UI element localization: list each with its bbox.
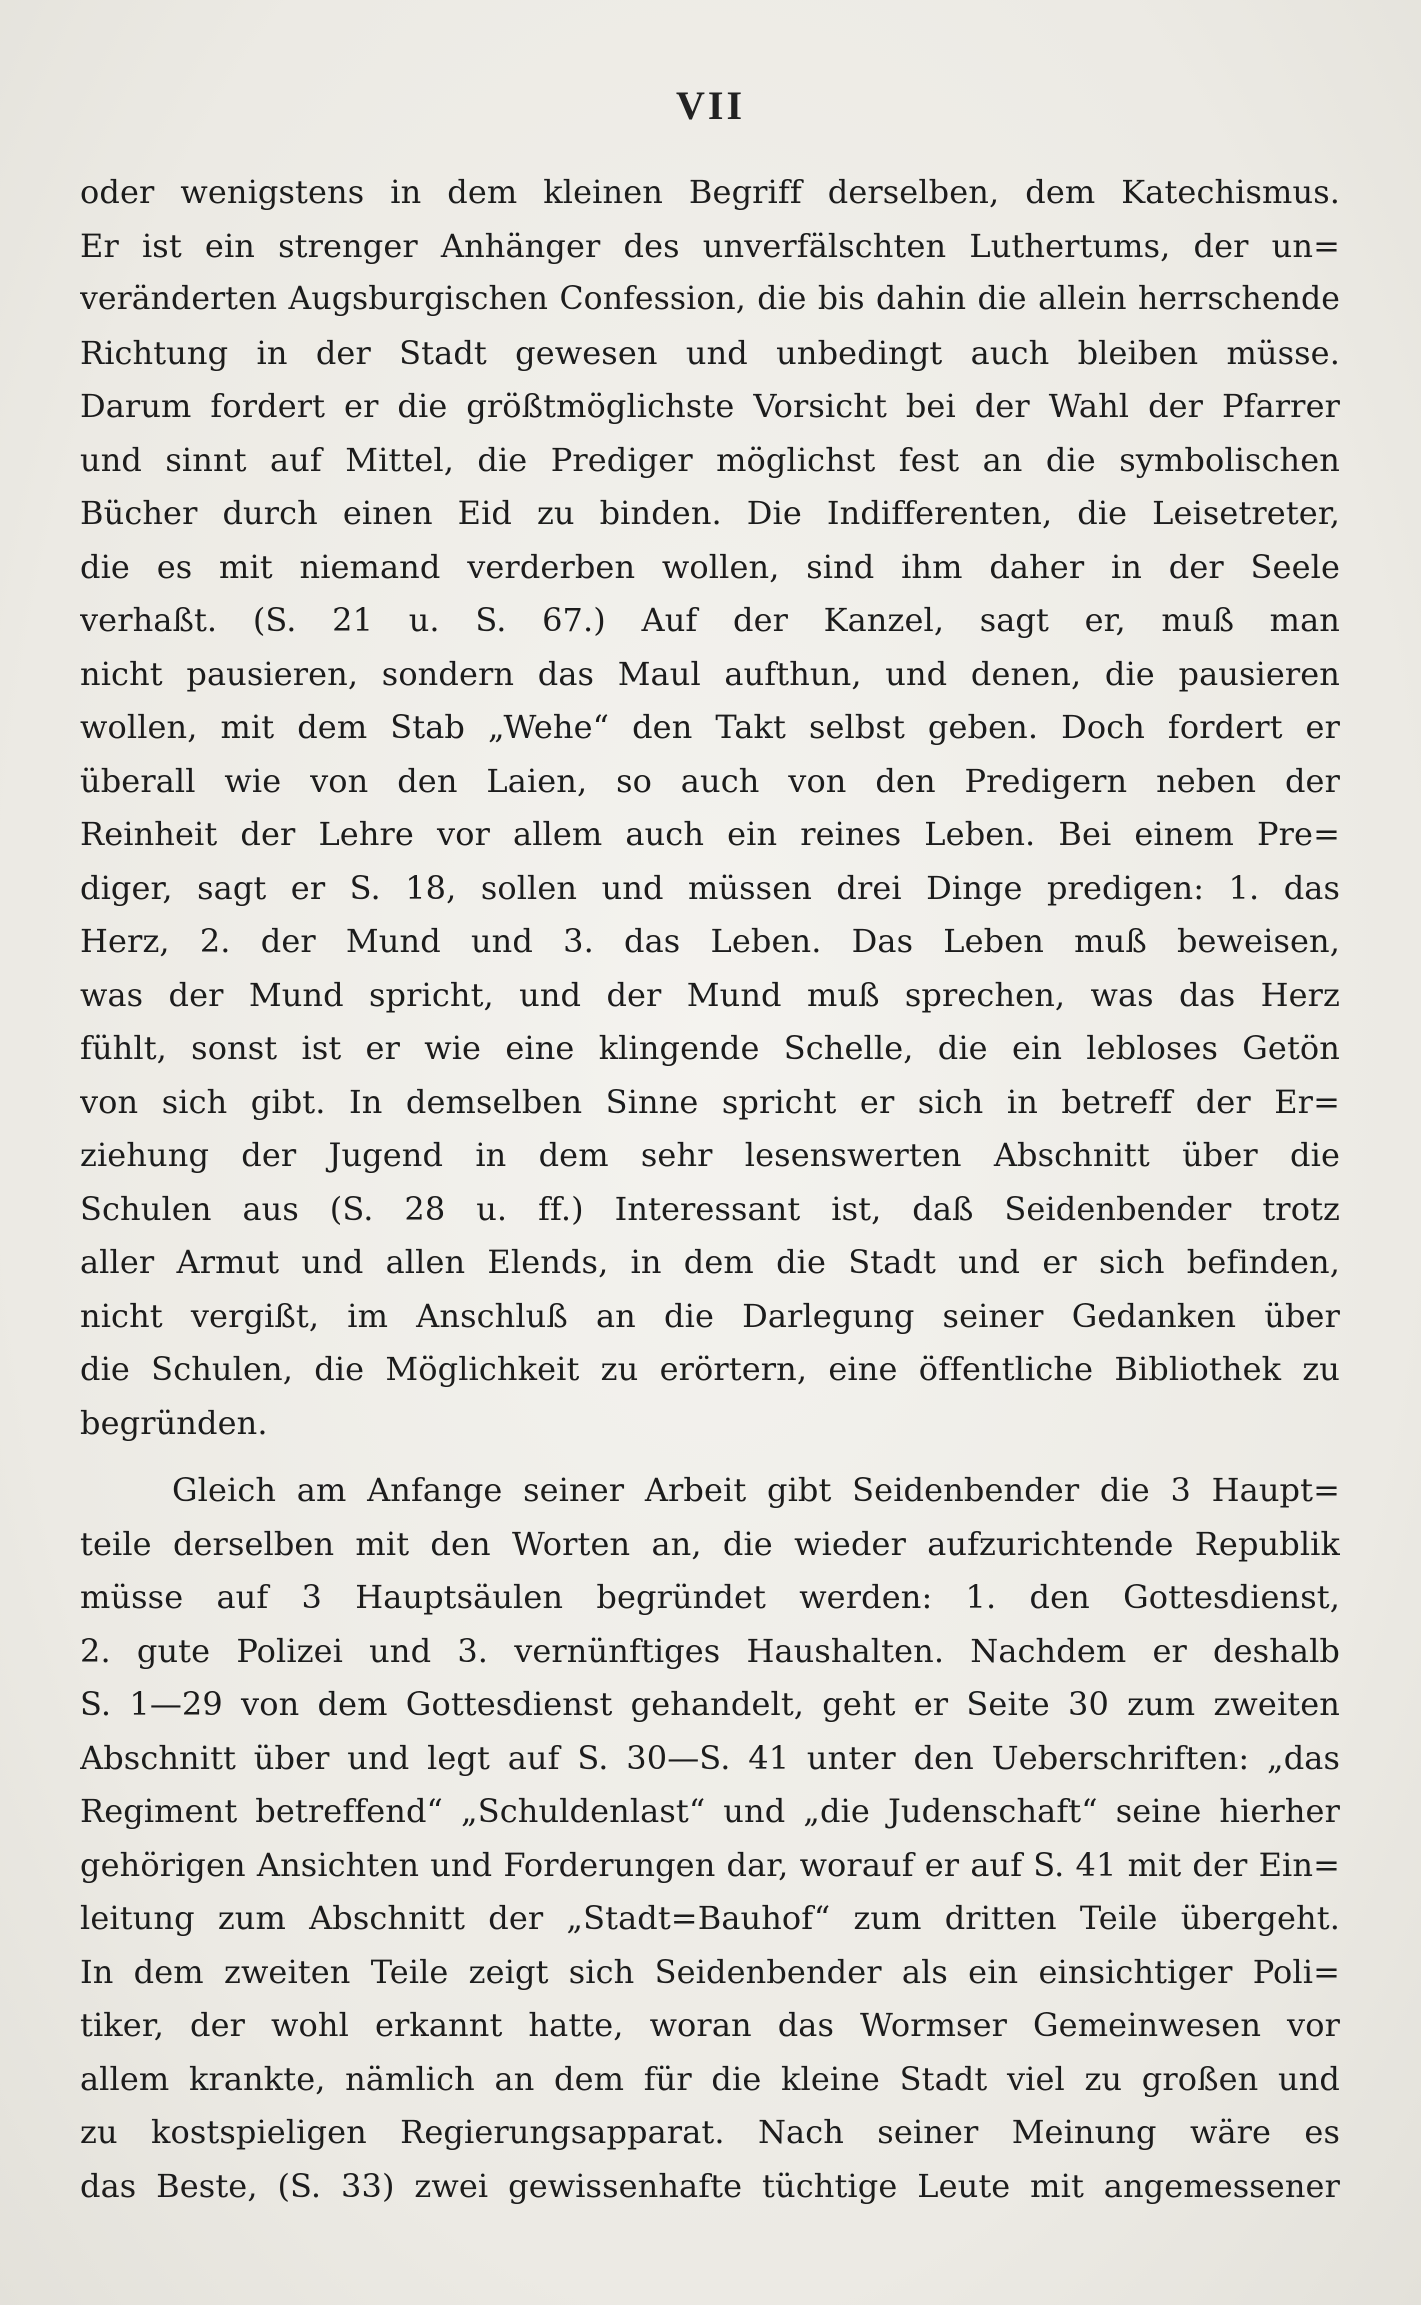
text-line: tiker, der wohl erkannt hatte, woran das Wormser Gemeinwesen vor bbox=[80, 2006, 1340, 2044]
text-line: Regiment betreffend“ „Schuldenlast“ und „die Judenschaft“ seine hierher bbox=[80, 1792, 1340, 1830]
text-line: Abschnitt über und legt auf S. 30—S. 41 unter den Ueberschriften: „das bbox=[80, 1738, 1340, 1777]
text-line: Herz, 2. der Mund und 3. das Leben. Das Leben muß beweisen, bbox=[80, 922, 1340, 960]
text-line: veränderten Augsburgischen Confession, die bis dahin die allein herrschende bbox=[80, 281, 1340, 317]
text-line: und sinnt auf Mittel, die Prediger möglichst fest an die symbolischen bbox=[80, 440, 1340, 479]
text-line: die Schulen, die Möglichkeit zu erörtern, eine öffentliche Bibliothek zu bbox=[80, 1350, 1340, 1388]
text-line: aller Armut und allen Elends, in dem die Stadt und er sich befinden, bbox=[80, 1243, 1340, 1281]
text-line: was der Mund spricht, und der Mund muß sprechen, was das Herz bbox=[80, 975, 1340, 1014]
text-line: die es mit niemand verderben wollen, sind ihm daher in der Seele bbox=[80, 547, 1340, 586]
text-line: Bücher durch einen Eid zu binden. Die Indifferenten, die Leisetreter, bbox=[80, 494, 1340, 532]
text-line: müsse auf 3 Hauptsäulen begründet werden: 1. den Gottesdienst, bbox=[80, 1578, 1340, 1616]
text-line: Darum fordert er die größtmöglichste Vorsicht bei der Wahl der Pfarrer bbox=[80, 387, 1340, 425]
text-line: zu kostspieligen Regierungsapparat. Nach seiner Meinung wäre es bbox=[80, 2113, 1340, 2151]
body-text bbox=[80, 166, 1340, 2213]
text-line: verhaßt. (S. 21 u. S. 67.) Auf der Kanzel, sagt er, muß man bbox=[80, 601, 1340, 639]
text-line: Schulen aus (S. 28 u. ff.) Interessant ist, daß Seidenbender trotz bbox=[80, 1189, 1340, 1228]
page-number: VII bbox=[675, 83, 746, 128]
text-line: allem krankte, nämlich an dem für die kleine Stadt viel zu großen und bbox=[80, 2059, 1340, 2098]
text-line: nicht vergißt, im Anschluß an die Darlegung seiner Gedanken über bbox=[80, 1296, 1340, 1335]
paragraph-1 bbox=[80, 166, 1340, 1450]
text-line: ziehung der Jugend in dem sehr lesenswerten Abschnitt über die bbox=[80, 1136, 1340, 1174]
text-line: fühlt, sonst ist er wie eine klingende Schelle, die ein lebloses Getön bbox=[80, 1029, 1340, 1067]
text-line: oder wenigstens in dem kleinen Begriff derselben, dem Katechismus. bbox=[80, 173, 1340, 211]
text-line: das Beste, (S. 33) zwei gewissenhafte tüchtige Leute mit angemessener bbox=[80, 2166, 1340, 2205]
paragraph-2 bbox=[80, 1464, 1340, 2213]
text-line: Reinheit der Lehre vor allem auch ein reines Leben. Bei einem Pre= bbox=[80, 815, 1340, 853]
text-line: Richtung in der Stadt gewesen und unbedingt auch bleiben müsse. bbox=[80, 333, 1340, 372]
text-line: nicht pausieren, sondern das Maul aufthun, und denen, die pausieren bbox=[80, 654, 1340, 693]
text-line: S. 1—29 von dem Gottesdienst gehandelt, geht er Seite 30 zum zweiten bbox=[80, 1685, 1340, 1723]
text-line: 2. gute Polizei und 3. vernünftiges Haushalten. Nachdem er deshalb bbox=[80, 1631, 1340, 1670]
text-line: begründen. bbox=[80, 1403, 268, 1442]
paragraph-gap bbox=[80, 1450, 1340, 1464]
text-line: wollen, mit dem Stab „Wehe“ den Takt selbst geben. Doch fordert er bbox=[80, 708, 1340, 746]
text-line: gehörigen Ansichten und Forderungen dar, worauf er auf S. 41 mit der Ein= bbox=[80, 1845, 1340, 1884]
text-line: von sich gibt. In demselben Sinne spricht er sich in betreff der Er= bbox=[80, 1082, 1340, 1121]
text-line: In dem zweiten Teile zeigt sich Seidenbender als ein einsichtiger Poli= bbox=[80, 1952, 1340, 1991]
text-line: Gleich am Anfange seiner Arbeit gibt Seidenbender die 3 Haupt= bbox=[172, 1471, 1340, 1509]
text-line: überall wie von den Laien, so auch von den Predigern neben der bbox=[80, 761, 1340, 800]
text-line: diger, sagt er S. 18, sollen und müssen drei Dinge predigen: 1. das bbox=[80, 868, 1340, 907]
text-line: leitung zum Abschnitt der „Stadt=Bauhof“ zum dritten Teile übergeht. bbox=[80, 1899, 1340, 1937]
text-line: Er ist ein strenger Anhänger des unverfälschten Luthertums, der un= bbox=[80, 226, 1340, 265]
text-line: teile derselben mit den Worten an, die wieder aufzurichtende Republik bbox=[80, 1524, 1340, 1563]
